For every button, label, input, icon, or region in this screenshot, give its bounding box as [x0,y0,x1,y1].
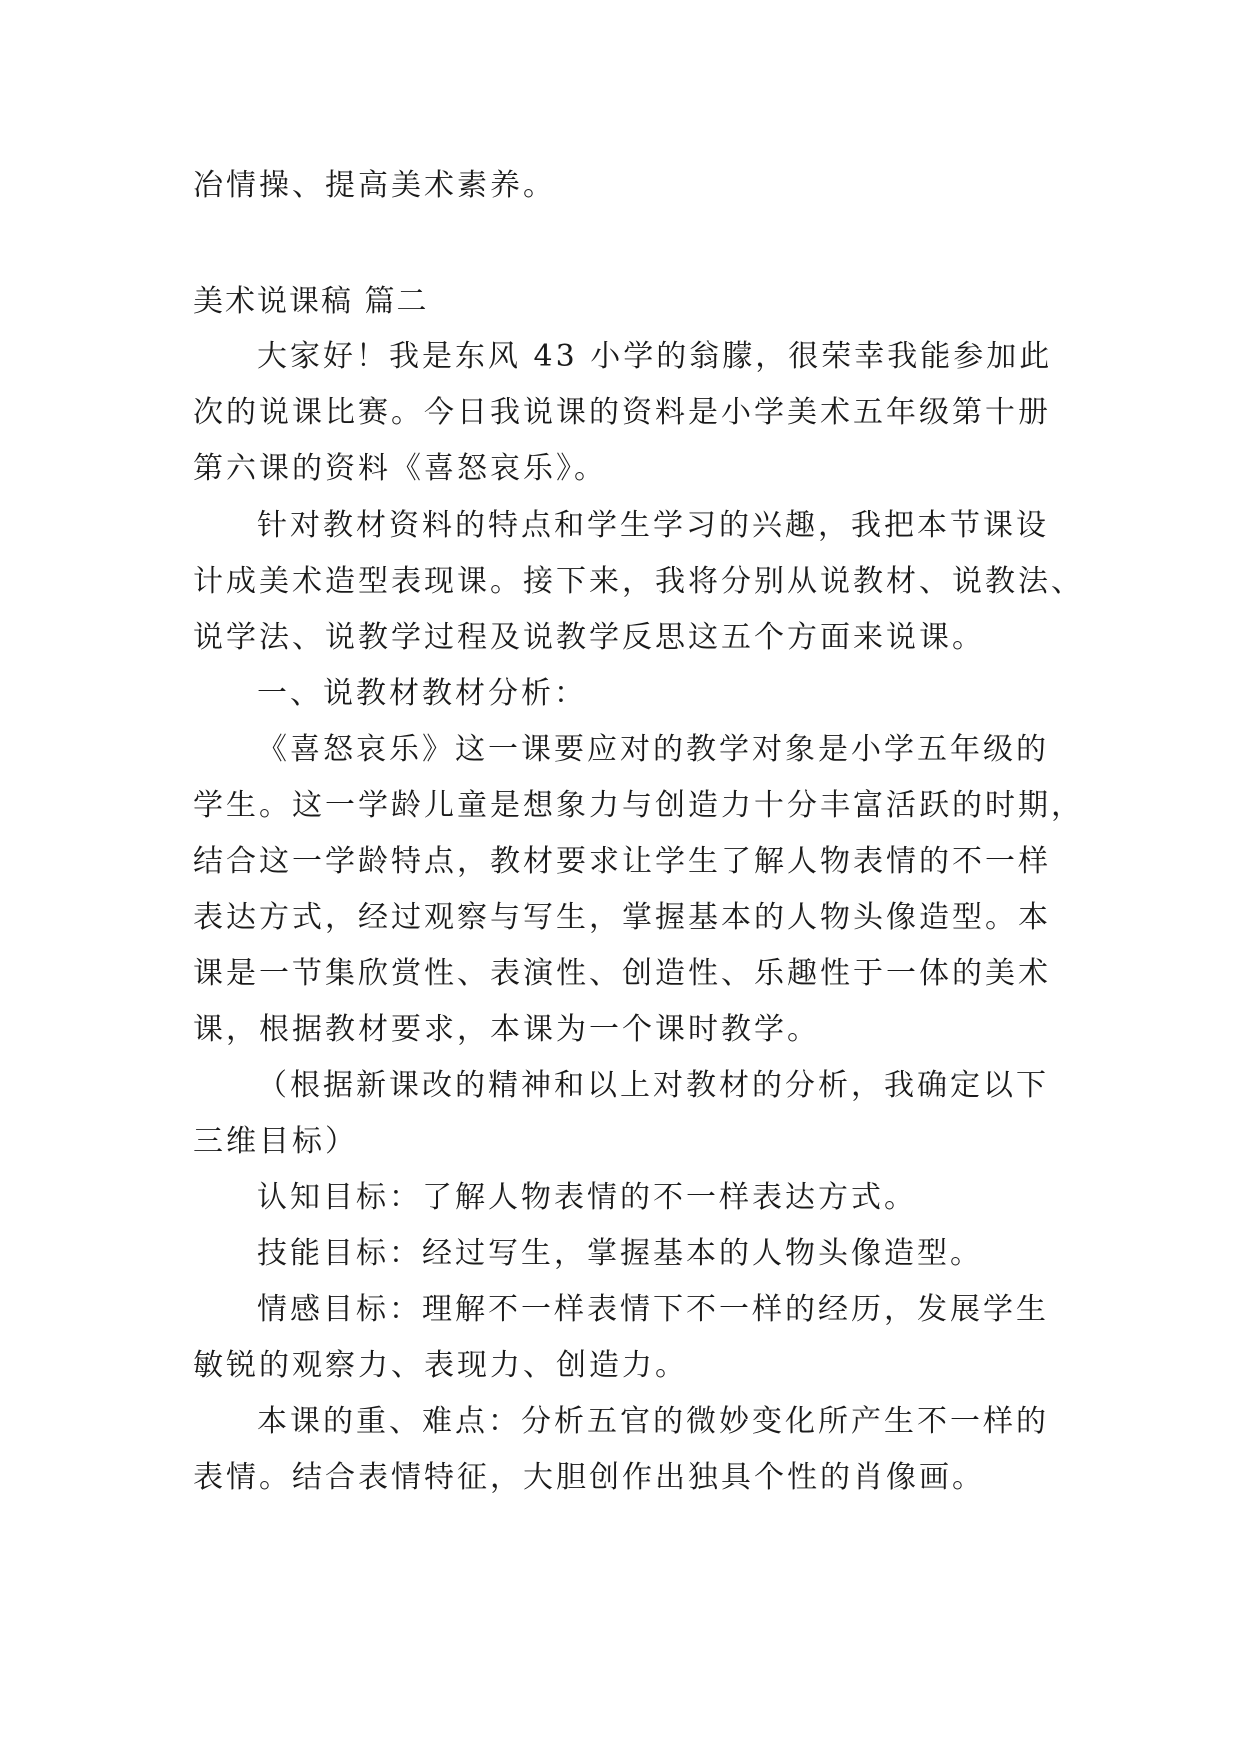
paragraph-line: 认知目标：了解人物表情的不一样表达方式。 [257,1180,917,1215]
paragraph-line: 说学法、说教学过程及说教学反思这五个方面来说课。 [193,620,985,655]
paragraph-line: 技能目标：经过写生，掌握基本的人物头像造型。 [257,1236,983,1271]
paragraph-line: 计成美术造型表现课。接下来，我将分别从说教材、说教法、 [193,564,1084,599]
paragraph-line: 大家好！我是东风 43 小学的翁朦，很荣幸我能参加此 [257,339,1053,374]
paragraph-line: 课是一节集欣赏性、表演性、创造性、乐趣性于一体的美术 [193,956,1051,991]
subsection-heading: 一、说教材教材分析： [257,676,587,711]
paragraph-line: 课，根据教材要求，本课为一个课时教学。 [193,1012,820,1047]
paragraph-line: 本课的重、难点：分析五官的微妙变化所产生不一样的 [257,1404,1049,1439]
paragraph-line: 次的说课比赛。今日我说课的资料是小学美术五年级第十册 [193,395,1051,430]
paragraph-line: 表情。结合表情特征，大胆创作出独具个性的肖像画。 [193,1460,985,1495]
paragraph-line: 敏锐的观察力、表现力、创造力。 [193,1348,688,1383]
text-line: 冶情操、提高美术素养。 [193,168,556,203]
paragraph-line: 第六课的资料《喜怒哀乐》。 [193,451,607,486]
paragraph-line: 情感目标：理解不一样表情下不一样的经历，发展学生 [257,1292,1049,1327]
paragraph-line: 三维目标） [193,1124,358,1159]
paragraph-line: 针对教材资料的特点和学生学习的兴趣，我把本节课设 [257,508,1049,543]
paragraph-line: 学生。这一学龄儿童是想象力与创造力十分丰富活跃的时期， [193,788,1084,823]
paragraph-line: 表达方式，经过观察与写生，掌握基本的人物头像造型。本 [193,900,1051,935]
section-heading: 美术说课稿 篇二 [193,284,429,319]
paragraph-line: （根据新课改的精神和以上对教材的分析，我确定以下 [257,1068,1049,1103]
paragraph-line: 结合这一学龄特点，教材要求让学生了解人物表情的不一样 [193,844,1051,879]
paragraph-line: 《喜怒哀乐》这一课要应对的教学对象是小学五年级的 [257,732,1049,767]
